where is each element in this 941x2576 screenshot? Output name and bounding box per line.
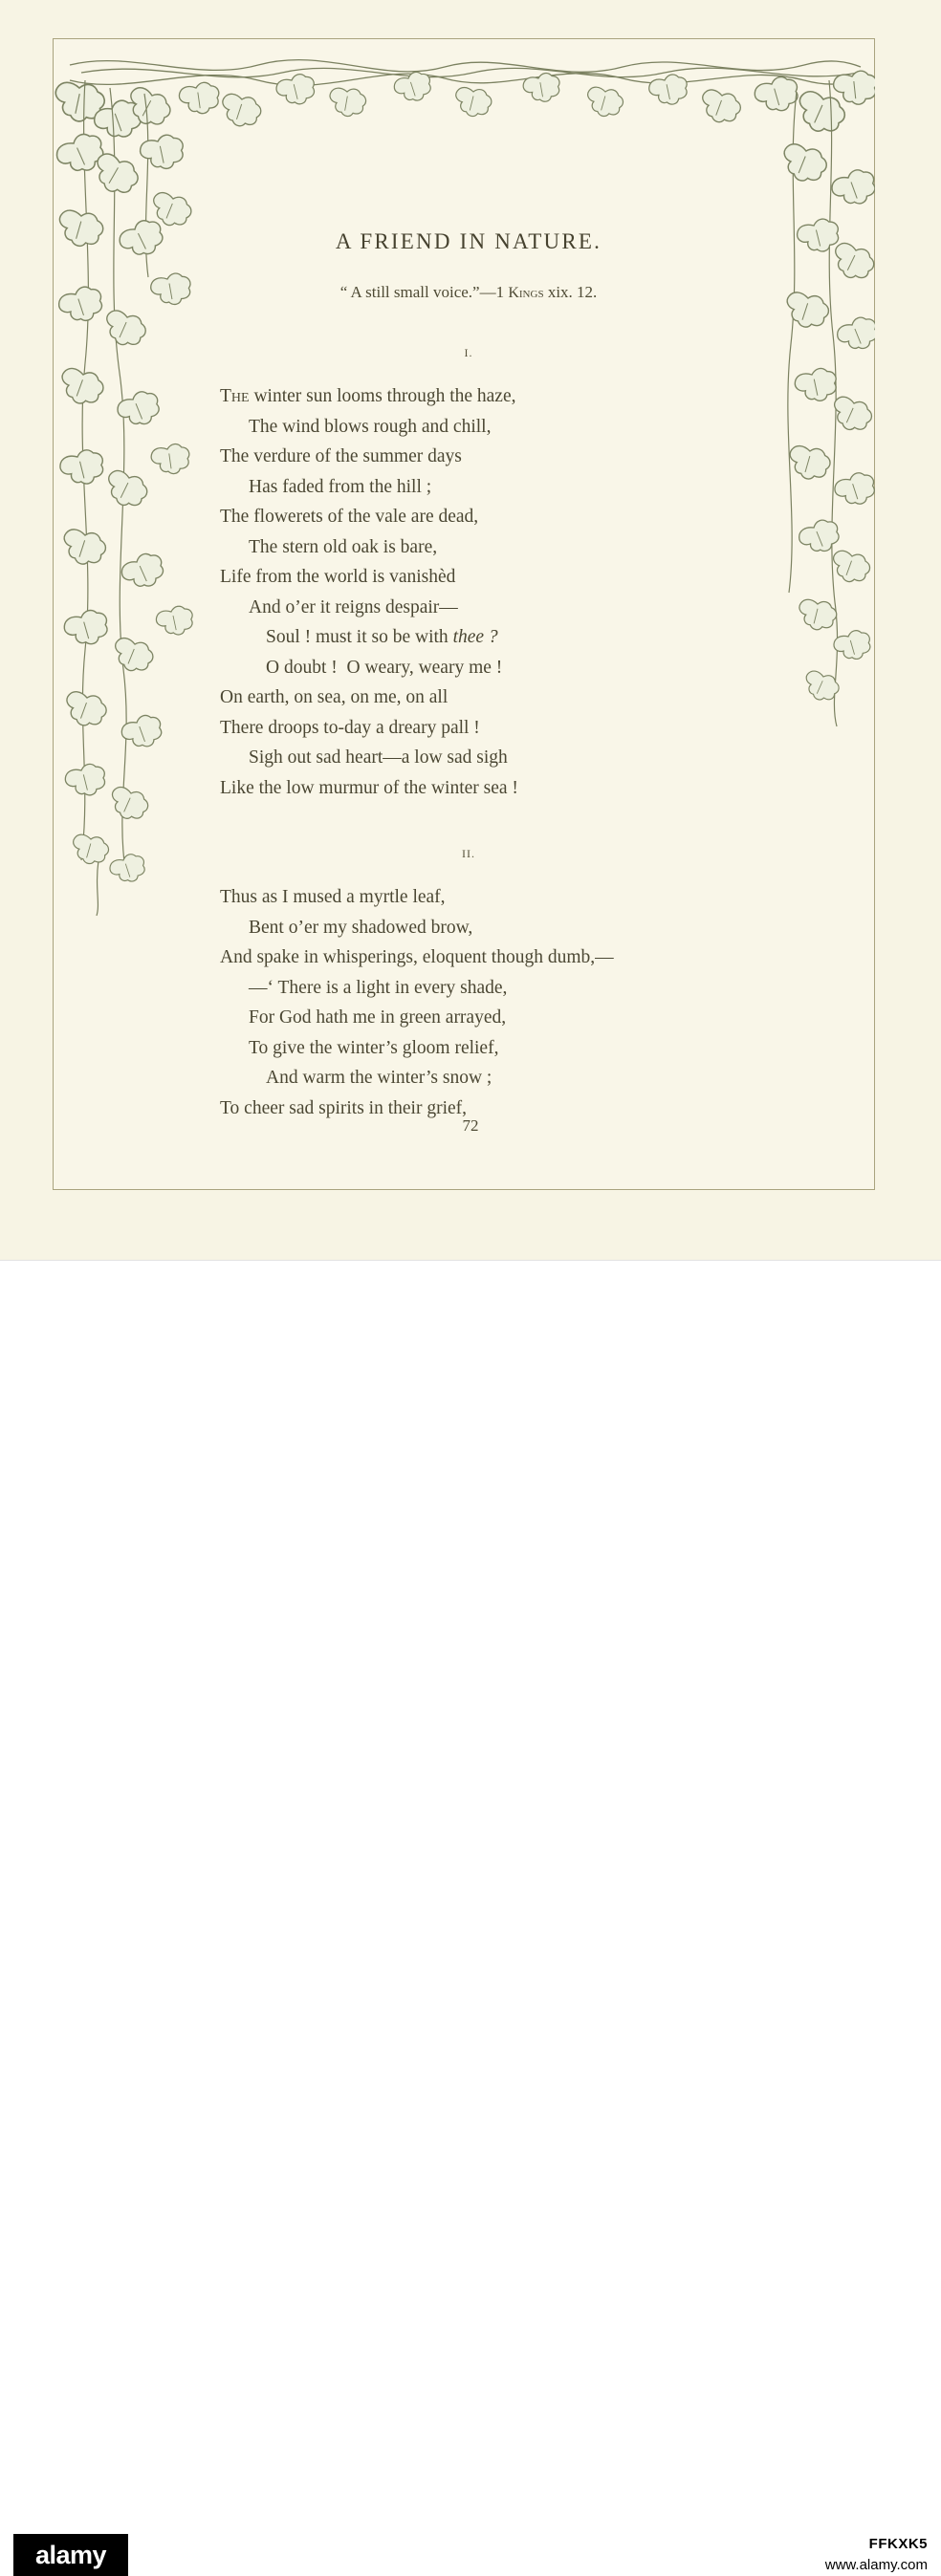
line-text: On earth, on sea, on me, on all [220, 687, 449, 707]
stanza [220, 847, 717, 1123]
line-text: There droops to-day a dreary pall ! [220, 717, 480, 738]
line-text: The verdure of the summer days [220, 446, 462, 466]
epigraph-close: xix. 12. [543, 283, 598, 301]
epigraph-smallcaps: Kings [508, 285, 544, 301]
line-text: The flowerets of the vale are dead, [220, 507, 479, 527]
footer-website: www.alamy.com [824, 2557, 928, 2573]
image-id-code: FFKXK5 [868, 2536, 928, 2552]
poem-line [220, 381, 717, 412]
poem-line [220, 773, 717, 804]
line-text: And warm the winter’s snow ; [266, 1068, 492, 1088]
poem-line [220, 532, 717, 563]
line-italic: thee ? [452, 627, 498, 647]
line-text: Has faded from the hill ; [249, 476, 432, 497]
poem-line [220, 913, 717, 943]
poem-line [220, 562, 717, 593]
poem-line [220, 1063, 717, 1093]
scanned-book-page [0, 0, 941, 1260]
poem-line [220, 442, 717, 472]
poem-line [220, 973, 717, 1004]
line-text: For God hath me in green arrayed, [249, 1007, 507, 1028]
line-text: winter sun looms through the haze, [249, 386, 516, 406]
line-text: —‘ There is a light in every shade, [249, 977, 508, 998]
line-text: The wind blows rough and chill, [249, 416, 492, 437]
poem-stanzas [220, 346, 717, 1123]
poem-line [220, 593, 717, 623]
page-title: A FRIEND IN NATURE. [335, 229, 602, 253]
line-text: Sigh out sad heart—a low sad sigh [249, 747, 508, 768]
line-text: O doubt ! O weary, weary me ! [266, 657, 503, 678]
poem-line [220, 743, 717, 773]
line-text: And spake in whisperings, eloquent though dumb,— [220, 947, 614, 967]
poem-text-column [220, 229, 717, 1167]
poem-line [220, 682, 717, 713]
stanza [220, 346, 717, 803]
stanza-number: I. [464, 346, 473, 359]
stanza-number: II. [462, 847, 475, 860]
line-text: Life from the world is vanishèd [220, 567, 456, 587]
poem-line [220, 502, 717, 532]
line-text: Thus as I mused a myrtle leaf, [220, 887, 446, 907]
poem-line [220, 1003, 717, 1033]
poem-line [220, 653, 717, 683]
poem-epigraph [220, 283, 717, 302]
poem-line [220, 1033, 717, 1064]
poem-line [220, 622, 717, 653]
line-text: To cheer sad spirits in their grief, [220, 1097, 468, 1118]
epigraph-open: “ A still small voice.”—1 [339, 283, 509, 301]
line-text: Soul ! must it so be with [266, 627, 453, 647]
alamy-logo: alamy [13, 2534, 128, 2576]
alamy-footer-bar [0, 1260, 941, 2573]
poem-line [220, 412, 717, 443]
poem-line [220, 472, 717, 503]
poem-line [220, 713, 717, 744]
stanza-body [220, 882, 717, 1123]
line-text: And o’er it reigns despair— [249, 596, 458, 617]
poem-line [220, 882, 717, 913]
page-number: 72 [462, 1116, 479, 1135]
line-text: To give the winter’s gloom relief, [249, 1037, 499, 1058]
stanza-body [220, 381, 717, 803]
line-text: Like the low murmur of the winter sea ! [220, 777, 518, 798]
poem-line [220, 942, 717, 973]
footer-image-id [825, 2534, 928, 2576]
line-text: Bent o’er my shadowed brow, [249, 917, 473, 938]
line-smallcaps: The [220, 386, 250, 406]
line-text: The stern old oak is bare, [249, 536, 438, 557]
